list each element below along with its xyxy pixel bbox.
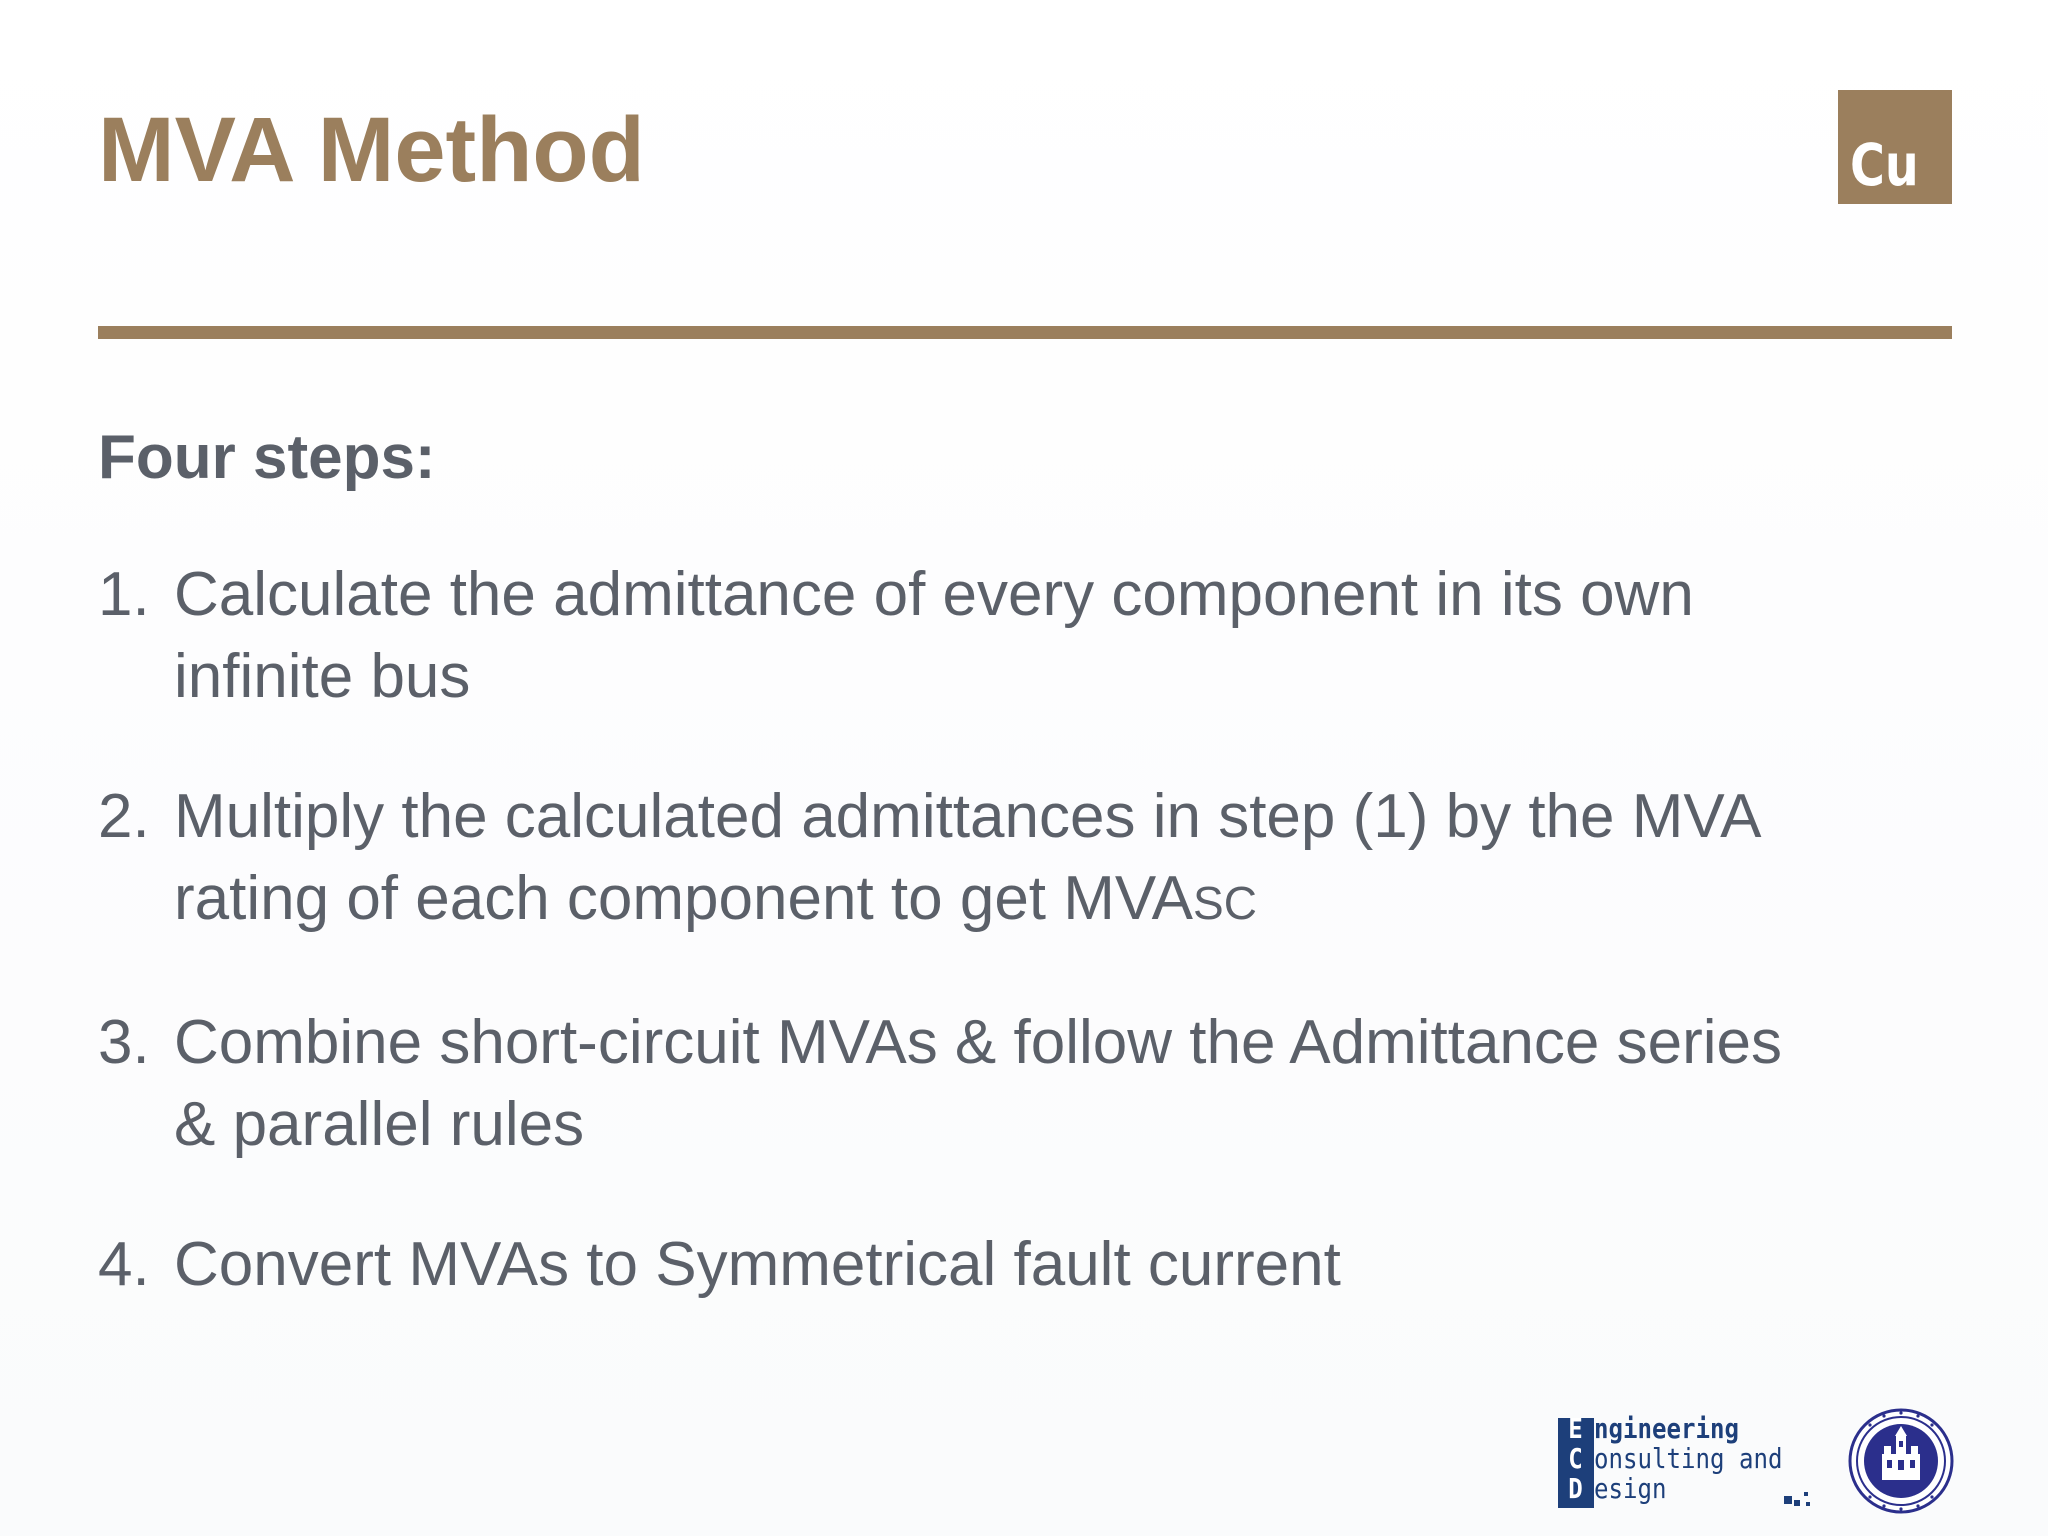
ecd-logo (1556, 1414, 1806, 1510)
ecd-line-engineering (1568, 1412, 1739, 1445)
step-text: Multiply the calculated admittances in step (1) by the MVA (174, 782, 1762, 851)
subtitle: Four steps: (98, 423, 436, 492)
step-number: 4. (98, 1230, 150, 1299)
ecd-word-consulting: onsulting and (1594, 1442, 1783, 1475)
ecd-cap-d: D (1568, 1472, 1583, 1505)
ecd-line-design (1568, 1472, 1667, 1505)
ecd-cap-c: C (1568, 1442, 1583, 1475)
step-item (98, 554, 1978, 718)
step-text-continued: infinite bus (174, 642, 471, 711)
university-seal-icon (1848, 1408, 1954, 1514)
slide-title: MVA Method (98, 99, 645, 201)
ecd-dots-icon (1784, 1492, 1814, 1508)
steps-list (98, 554, 1978, 1364)
step-item (98, 776, 1978, 944)
cu-badge (1838, 90, 1952, 204)
ecd-line-consulting (1568, 1442, 1783, 1475)
step-text-continued: & parallel rules (174, 1090, 585, 1159)
step-text: Calculate the admittance of every component in its own (174, 560, 1694, 629)
step-item (98, 1224, 1978, 1306)
step-number: 1. (98, 560, 150, 629)
footer-logos (1556, 1408, 1956, 1518)
step-text-continued: rating of each component to get MVA (174, 864, 1194, 933)
step-number: 2. (98, 782, 150, 851)
ecd-cap-e: E (1568, 1412, 1583, 1445)
ecd-word-design: esign (1594, 1472, 1667, 1505)
step-text-subscript: SC (1193, 877, 1257, 929)
cu-badge-label: Cu (1850, 131, 1919, 199)
step-number: 3. (98, 1008, 150, 1077)
step-text: Combine short-circuit MVAs & follow the Admittance series (174, 1008, 1783, 1077)
ecd-word-engineering: ngineering (1594, 1412, 1739, 1445)
step-item (98, 1002, 1978, 1166)
step-text: Convert MVAs to Symmetrical fault current (174, 1230, 1341, 1299)
title-divider (98, 326, 1952, 339)
